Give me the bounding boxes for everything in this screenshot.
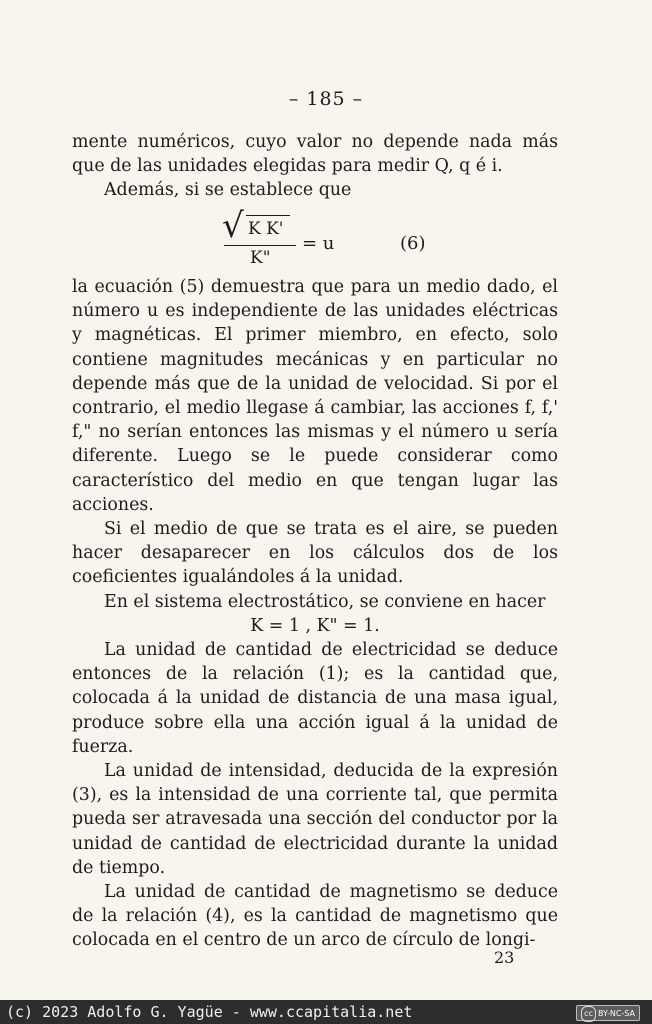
license-badge[interactable]	[576, 1005, 640, 1021]
page-number: – 185 –	[288, 88, 364, 110]
paragraph-5: En el sistema electrostático, se conviene en hacer	[104, 591, 546, 612]
top-text	[72, 130, 558, 203]
main-text	[72, 275, 558, 953]
paragraph-7: La unidad de intensidad, deducida de la expresión (3), es la intensidad de una corriente tal, que permita pueda ser atravesada una sección del conductor por la unidad de cantidad de electricidad durante la unidad de tiempo.	[72, 761, 558, 878]
paragraph-4: Si el medio de que se trata es el aire, se pueden hacer desaparecer en los cálculos dos de los coeficientes igualándoles á la unidad.	[72, 519, 558, 588]
equation-6	[222, 205, 482, 271]
paragraph-6: La unidad de cantidad de electricidad se deduce entonces de la relación (1); es la cantidad que, colocada á la unidad de distancia de una masa igual, produce sobre ella una acción igual á la unidad de fuerza.	[72, 640, 558, 757]
paragraph-8: La unidad de cantidad de magnetismo se deduce de la relación (4), es la cantidad de magnetismo que colocada en el centro de un arco de círculo de longi-	[72, 882, 558, 951]
signature-mark: 23	[494, 948, 515, 967]
equation-numerator: K K'	[248, 219, 284, 239]
footer-bar	[0, 1000, 652, 1024]
equation-denominator: K"	[250, 248, 271, 268]
square-root-bar	[246, 215, 290, 216]
license-label: BY-NC-SA	[597, 1009, 635, 1018]
equation-rhs: = u	[302, 233, 335, 254]
equation-label: (6)	[400, 233, 426, 254]
square-root-icon: √	[222, 206, 244, 246]
paragraph-2: Además, si se establece que	[104, 180, 352, 201]
fraction-line	[224, 245, 296, 246]
paragraph-3: la ecuación (5) demuestra que para un medio dado, el número u es independiente de las unidades eléctricas y magnéticas. El primer miembro, en efecto, solo contiene magnitudes mecánicas y en particular no depende más que de la unidad de velocidad. Si por el contrario, el medio llegase á cambiar, las acciones f, f,' f," no serían entonces las mismas y el número u sería diferente. Luego se le puede considerar como característico del medio en que tengan lugar las acciones.	[72, 277, 558, 515]
equation-k-values: K = 1 , K" = 1.	[250, 615, 380, 636]
equation-fraction	[222, 205, 298, 271]
footer-credit: (c) 2023 Adolfo G. Yagüe - www.ccapitalia.net	[6, 1003, 413, 1021]
paragraph-1: mente numéricos, cuyo valor no depende nada más que de las unidades elegidas para medir Q, q é i.	[72, 132, 558, 177]
cc-icon: cc	[581, 1006, 596, 1022]
